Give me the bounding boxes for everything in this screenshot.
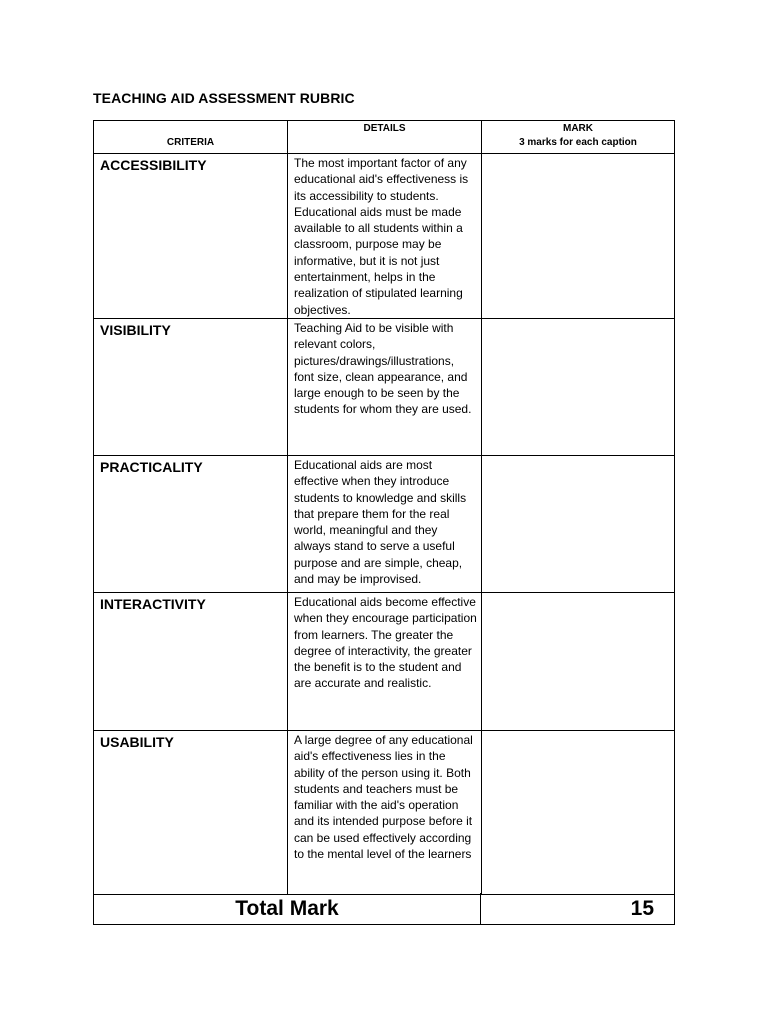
criteria-label: PRACTICALITY xyxy=(100,459,203,475)
criteria-cell xyxy=(94,154,288,318)
table-row xyxy=(94,456,674,593)
criteria-label: USABILITY xyxy=(100,734,174,750)
details-cell xyxy=(288,319,482,455)
details-text: A large degree of any educational aid's effectiveness lies in the ability of the person using it. Both students and teachers must be familiar with the aid's operation and its intended purpose before it can be used effectively according to the mental level of the learners xyxy=(294,733,473,862)
total-mark-label: Total Mark xyxy=(94,893,481,924)
criteria-cell xyxy=(94,593,288,730)
table-row xyxy=(94,319,674,456)
details-text: Educational aids become effective when they encourage participation from learners. The greater the degree of interactivity, the greater the benefit is to the student and are accurate and realistic. xyxy=(294,595,477,691)
table-row xyxy=(94,731,674,895)
mark-cell xyxy=(482,154,674,318)
criteria-header-cell xyxy=(94,121,288,153)
document-title: TEACHING AID ASSESSMENT RUBRIC xyxy=(93,90,355,106)
criteria-cell xyxy=(94,731,288,894)
criteria-cell xyxy=(94,456,288,592)
mark-header xyxy=(482,122,674,150)
mark-cell xyxy=(482,456,674,592)
criteria-header: CRITERIA xyxy=(166,137,215,148)
table-header-row xyxy=(94,121,674,154)
criteria-cell xyxy=(94,319,288,455)
details-text: Educational aids are most effective when they introduce students to knowledge and skills that prepare them for the real world, meaningful and they always stand to serve a useful purpose and are simple, cheap, and may be improvised. xyxy=(294,458,467,587)
details-cell xyxy=(288,456,482,592)
mark-header-title: MARK xyxy=(563,123,593,134)
mark-header-subtitle: 3 marks for each caption xyxy=(519,137,637,148)
details-header-cell xyxy=(288,121,482,153)
mark-cell xyxy=(482,731,674,894)
total-mark-value: 15 xyxy=(630,897,654,920)
mark-cell xyxy=(482,319,674,455)
details-header: DETAILS xyxy=(363,123,406,134)
criteria-label: VISIBILITY xyxy=(100,322,171,338)
criteria-label: INTERACTIVITY xyxy=(100,596,206,612)
details-text: The most important factor of any educational aid's effectiveness is its accessibility to students. Educational aids must be made available to all students within a classroom, purpose may be informative, but it is not just entertainment, helps in the realization of stipulated learning objectives. xyxy=(294,156,469,317)
table-row xyxy=(94,154,674,319)
rubric-table xyxy=(93,120,675,925)
details-cell xyxy=(288,731,482,894)
mark-header-cell xyxy=(482,121,674,153)
mark-cell xyxy=(482,593,674,730)
criteria-label: ACCESSIBILITY xyxy=(100,157,207,173)
details-text: Teaching Aid to be visible with relevant colors, pictures/drawings/illustrations, font size, clean appearance, and large enough to be seen by the students for whom they are used. xyxy=(294,321,472,417)
total-row xyxy=(94,893,674,924)
details-cell xyxy=(288,593,482,730)
details-cell xyxy=(288,154,482,318)
table-row xyxy=(94,593,674,731)
